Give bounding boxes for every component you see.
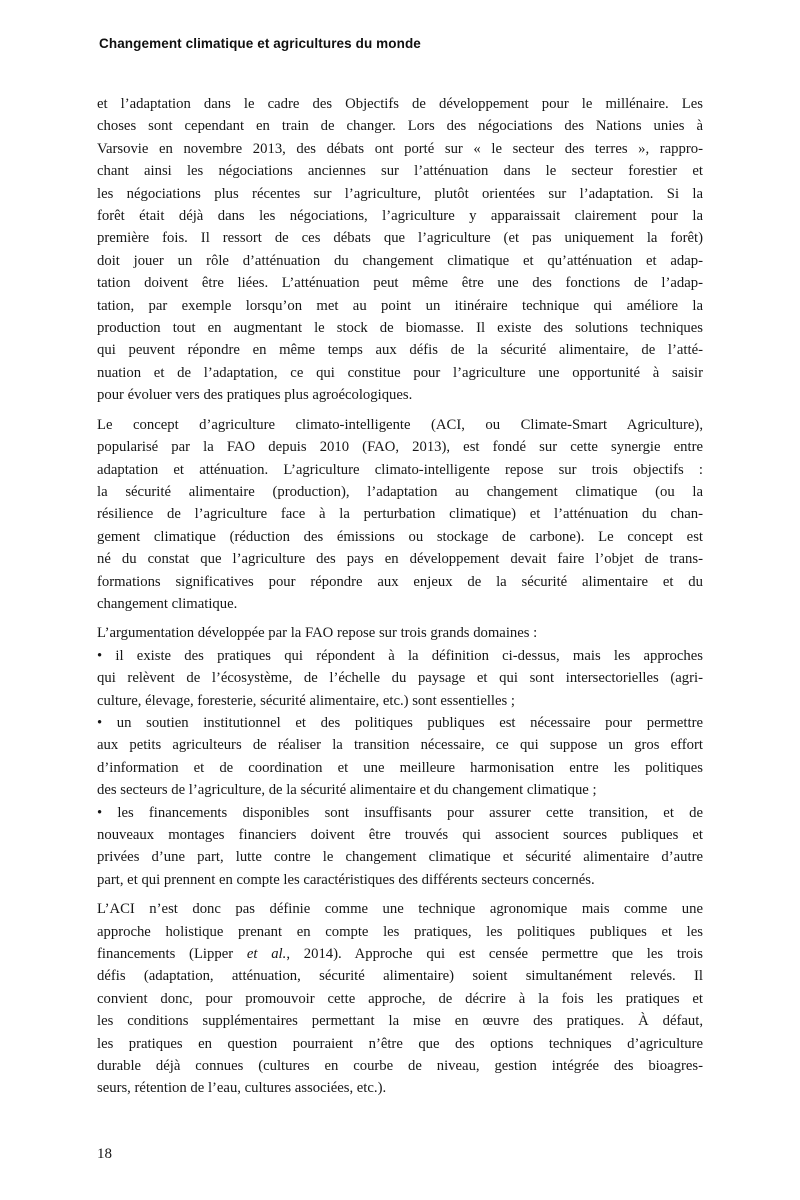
paragraph xyxy=(97,712,703,802)
text-line: adaptation et atténuation. L’agriculture climato-intelligente repose sur trois objectifs : xyxy=(97,461,703,478)
text-line: pour évoluer vers des pratiques plus agroécologiques. xyxy=(97,387,413,404)
paragraph xyxy=(97,802,703,892)
text-line: L’argumentation développée par la FAO repose sur trois grands domaines : xyxy=(97,625,538,642)
text-line: nuation et de l’adaptation, ce qui constitue pour l’agriculture une opportunité à saisir xyxy=(97,364,703,381)
text-line: qui relèvent de l’écosystème, de l’échelle du paysage et qui sont intersectorielles (agri- xyxy=(97,670,703,687)
text-line: chant ainsi les négociations anciennes sur l’atténuation dans le secteur forestier et xyxy=(97,163,703,180)
text-line: • les financements disponibles sont insuffisants pour assurer cette transition, et de xyxy=(97,804,703,821)
text-line: durable déjà connues (cultures en courbe de niveau, gestion intégrée des bioagres- xyxy=(97,1058,703,1075)
text-line: des secteurs de l’agriculture, de la sécurité alimentaire et du changement climatique ; xyxy=(97,782,597,799)
running-header: Changement climatique et agricultures du monde xyxy=(99,36,421,51)
text-line: • il existe des pratiques qui répondent à la définition ci-dessus, mais les approches xyxy=(97,647,703,664)
text-line: part, et qui prennent en compte les caractéristiques des différents secteurs concernés. xyxy=(97,871,595,888)
text-line: privées d’une part, lutte contre le changement climatique et sécurité alimentaire d’autre xyxy=(97,849,703,866)
text-line: seurs, rétention de l’eau, cultures associées, etc.). xyxy=(97,1080,387,1097)
paragraph xyxy=(97,93,703,407)
text-line: culture, élevage, foresterie, sécurité alimentaire, etc.) sont essentielles ; xyxy=(97,692,515,709)
text-line: changement climatique. xyxy=(97,595,238,612)
text-line: Varsovie en novembre 2013, des débats ont porté sur « le secteur des terres », rappro- xyxy=(97,140,703,157)
text-line: financements (Lipper et al., 2014). Approche qui est censée permettre que les trois xyxy=(97,946,703,963)
text-line: défis (adaptation, atténuation, sécurité alimentaire) soient simultanément relevés. Il xyxy=(97,968,703,985)
text-line: forêt était déjà dans les négociations, l’agriculture y apparaissait clairement pour la xyxy=(97,208,703,225)
text-line: les négociations plus récentes sur l’agriculture, plutôt orientées sur l’adaptation. Si la xyxy=(97,185,703,202)
text-line: choses sont cependant en train de changer. Lors des négociations des Nations unies à xyxy=(97,118,703,135)
text-line: tation doivent être liées. L’atténuation peut même être une des fonctions de l’adap- xyxy=(97,275,703,292)
text-line: les conditions supplémentaires permettant la mise en œuvre des pratiques. À défaut, xyxy=(97,1013,703,1030)
text-line: production tout en augmentant le stock de biomasse. Il existe des solutions techniques xyxy=(97,320,703,337)
text-line: tation, par exemple lorsqu’on met au point un itinéraire technique qui améliore la xyxy=(97,297,703,314)
body-text xyxy=(97,93,703,1100)
text-line: première fois. Il ressort de ces débats que l’agriculture (et pas uniquement la forêt) xyxy=(97,230,703,247)
paragraph xyxy=(97,414,703,616)
page-number: 18 xyxy=(97,1146,112,1162)
paragraph xyxy=(97,898,703,1100)
text-line: les pratiques en question pourraient n’être que des options techniques d’agriculture xyxy=(97,1035,703,1052)
text-line: convient donc, pour promouvoir cette approche, de décrire à la fois les pratiques et xyxy=(97,990,703,1007)
text-line: Le concept d’agriculture climato-intelligente (ACI, ou Climate-Smart Agriculture), xyxy=(97,416,703,433)
text-line: popularisé par la FAO depuis 2010 (FAO, 2013), est fondé sur cette synergie entre xyxy=(97,439,703,456)
text-line: gement climatique (réduction des émissions ou stockage de carbone). Le concept est xyxy=(97,528,703,545)
text-line: et l’adaptation dans le cadre des Objectifs de développement pour le millénaire. Les xyxy=(97,96,703,112)
text-line: qui peuvent répondre en même temps aux défis de la sécurité alimentaire, de l’atté- xyxy=(97,342,703,359)
text-line: né du constat que l’agriculture des pays en développement devait faire l’objet de trans- xyxy=(97,551,703,568)
paragraph xyxy=(97,622,703,644)
text-line: formations significatives pour répondre aux enjeux de la sécurité alimentaire et du xyxy=(97,573,703,590)
text-line: résilience de l’agriculture face à la perturbation climatique) et l’atténuation du chan- xyxy=(97,506,703,523)
text-line: approche holistique prenant en compte les pratiques, les politiques publiques et les xyxy=(97,923,703,940)
text-line: aux petits agriculteurs de réaliser la transition nécessaire, ce qui suppose un gros effort xyxy=(97,737,703,754)
text-line: la sécurité alimentaire (production), l’adaptation au changement climatique (ou la xyxy=(97,483,703,500)
text-line: L’ACI n’est donc pas définie comme une technique agronomique mais comme une xyxy=(97,901,703,918)
text-line: doit jouer un rôle d’atténuation du changement climatique et qu’atténuation et adap- xyxy=(97,252,703,269)
text-line: • un soutien institutionnel et des politiques publiques est nécessaire pour permettre xyxy=(97,714,703,731)
text-line: d’information et de coordination et une meilleure harmonisation entre les politiques xyxy=(97,759,703,776)
paragraph xyxy=(97,645,703,712)
text-line: nouveaux montages financiers doivent être trouvés qui associent sources publiques et xyxy=(97,827,703,843)
